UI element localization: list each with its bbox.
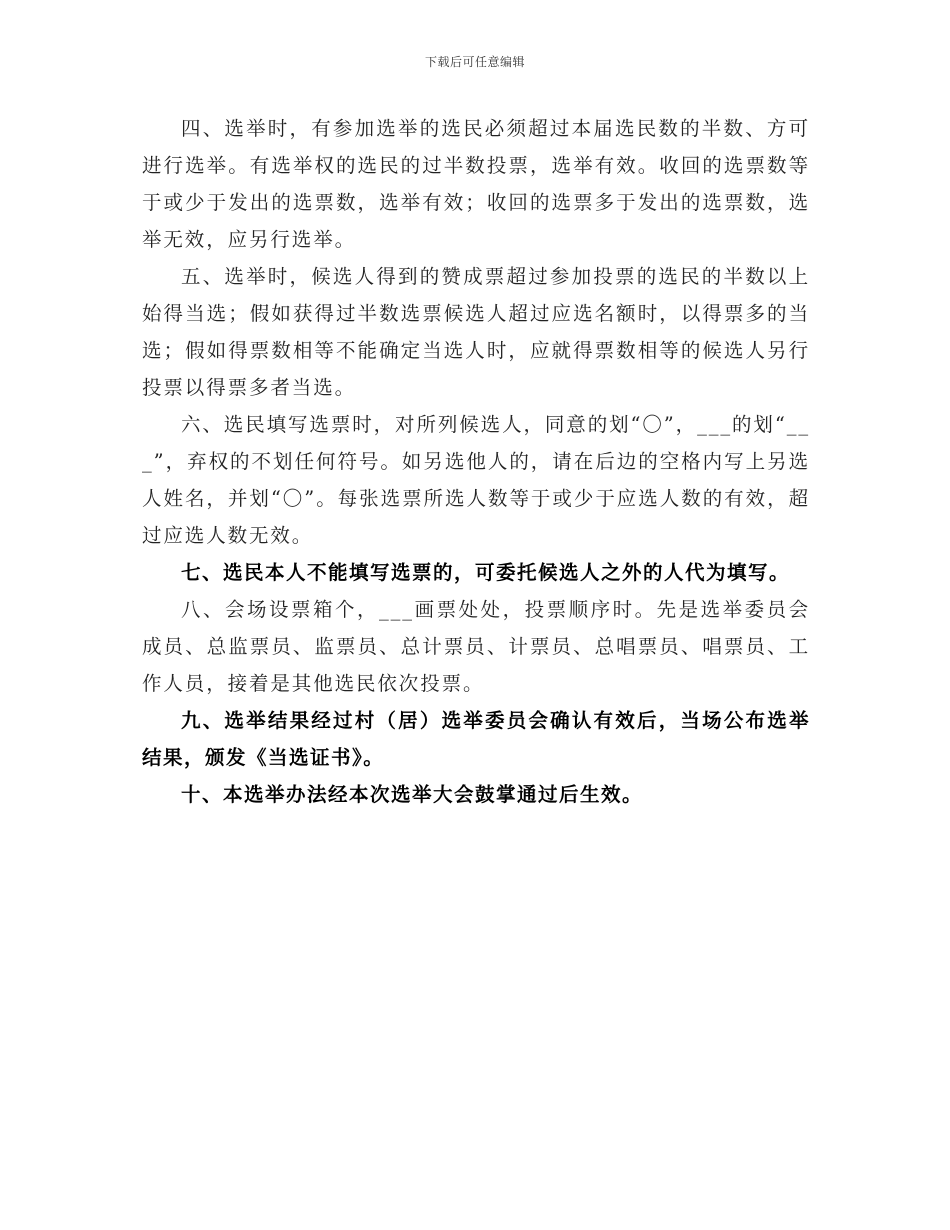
paragraph-article-7: 七、选民本人不能填写选票的，可委托候选人之外的人代为填写。 [181,561,791,584]
paragraph-article-4: 四、选举时，有参加选举的选民必须超过本届选民数的半数、方可进行选举。有选举权的选民的过半数投票，选举有效。收回的选票数等于或少于发出的选票数，选举有效；收回的选票多于发出的选票数，选举无效，应另行选举。 [142,117,810,251]
document-body [142,110,810,813]
paragraph-article-5: 五、选举时，候选人得到的赞成票超过参加投票的选民的半数以上始得当选；假如获得过半数选票候选人超过应选名额时，以得票多的当选；假如得票数相等不能确定当选人时，应就得票数相等的候选人另行投票以得票多者当选。 [142,265,810,399]
paragraph-article-6: 六、选民填写选票时，对所列候选人，同意的划“〇”，___的划“___”，弃权的不划任何符号。如另选他人的，请在后边的空格内写上另选人姓名，并划“〇”。每张选票所选人数等于或少于应选人数的有效，超过应选人数无效。 [142,413,810,547]
page-header: 下载后可任意编辑 [424,55,525,69]
paragraph-article-10: 十、本选举办法经本次选举大会鼓掌通过后生效。 [181,783,644,806]
paragraph-article-8: 八、会场设票箱个，___画票处处，投票顺序时。先是选举委员会成员、总监票员、监票员、总计票员、计票员、总唱票员、唱票员、工作人员，接着是其他选民依次投票。 [142,598,810,695]
paragraph-article-9: 九、选举结果经过村（居）选举委员会确认有效后，当场公布选举结果，颁发《当选证书》。 [142,709,810,769]
